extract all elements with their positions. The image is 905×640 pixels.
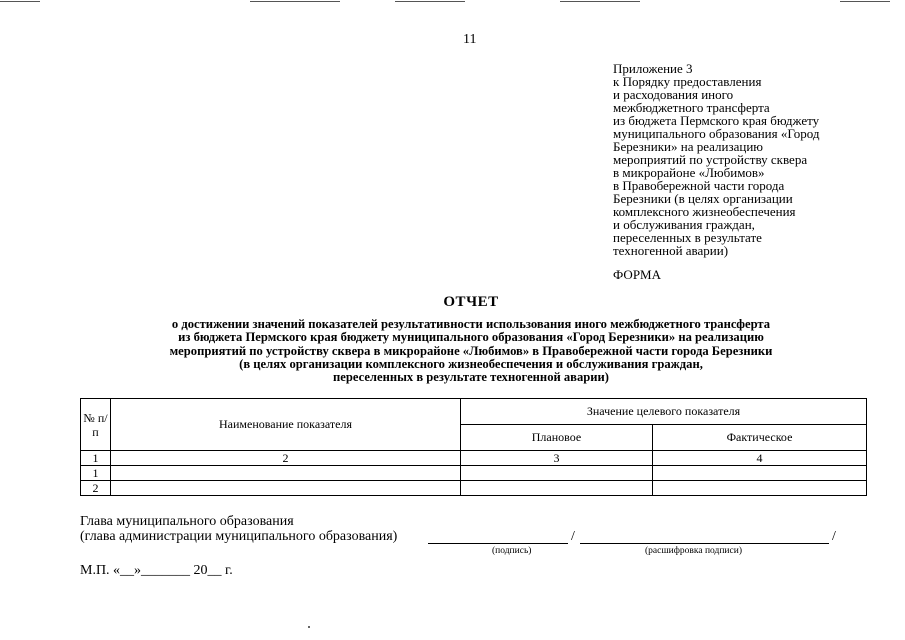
appendix-line: и обслуживания граждан,: [613, 217, 755, 232]
row-name-cell[interactable]: [111, 466, 461, 481]
row-actual-cell[interactable]: [653, 481, 867, 496]
row-actual-cell[interactable]: [653, 466, 867, 481]
row-number-cell: 1: [81, 466, 111, 481]
appendix-line: техногенной аварии): [613, 243, 729, 258]
subtitle-line: переселенных в результате техногенной аварии): [332, 370, 609, 385]
appendix-line: мероприятий по устройству сквера: [613, 152, 808, 167]
subtitle-line: (в целях организации комплексного жизнеобеспечения и обслуживания граждан,: [239, 356, 703, 371]
header-number-cell: № п/п: [81, 399, 111, 451]
appendix-line: и расходования иного: [613, 87, 734, 102]
appendix-header: [613, 62, 893, 257]
header-name-cell: Наименование показателя: [111, 399, 461, 451]
scan-edge-line: [840, 1, 890, 2]
signature-title-line2: (глава администрации муниципального образования): [80, 529, 398, 544]
signature-field[interactable]: [428, 543, 568, 544]
column-numbers-row: [81, 451, 867, 466]
appendix-line: в Правобережной части города: [613, 178, 785, 193]
scan-edge-line: [395, 1, 465, 2]
appendix-line: переселенных в результате: [613, 230, 762, 245]
header-actual-cell: Фактическое: [653, 425, 867, 451]
subtitle-line: о достижении значений показателей результативности использования иного межбюджетного трансферта: [171, 317, 771, 331]
appendix-line: межбюджетного трансферта: [613, 100, 770, 115]
row-planned-cell[interactable]: [461, 466, 653, 481]
appendix-line: в микрорайоне «Любимов»: [613, 165, 765, 180]
signature-separator: /: [571, 529, 575, 544]
signature-end-separator: /: [832, 529, 836, 544]
column-number-cell: 1: [81, 451, 111, 466]
subtitle-line: из бюджета Пермского края бюджету муниципального образования «Город Березники» на реализацию: [178, 330, 764, 345]
page-number: 11: [463, 32, 477, 47]
subtitle-line: мероприятий по устройству сквера в микрорайоне «Любимов» в Правобережной части города Березники: [169, 343, 773, 358]
form-label: ФОРМА: [613, 267, 661, 282]
signature-decoding-caption: (расшифровка подписи): [645, 546, 742, 556]
appendix-line: Березники» на реализацию: [613, 139, 764, 154]
signature-caption: (подпись): [492, 546, 532, 556]
scan-speck: [308, 626, 310, 628]
signature-decoding-field[interactable]: [580, 543, 829, 544]
appendix-line: из бюджета Пермского края бюджету: [613, 113, 820, 128]
indicators-table: [80, 398, 867, 496]
report-subtitle: [0, 318, 905, 384]
appendix-line: Приложение 3: [613, 61, 693, 76]
scan-edge-line: [560, 1, 640, 2]
column-number-cell: 2: [111, 451, 461, 466]
appendix-line: комплексного жизнеобеспечения: [613, 204, 796, 219]
signature-title-line1: Глава муниципального образования: [80, 514, 294, 529]
scan-edge-line: [250, 1, 340, 2]
row-name-cell[interactable]: [111, 481, 461, 496]
row-number-cell: 2: [81, 481, 111, 496]
scan-edge-line: [0, 1, 40, 2]
report-title: ОТЧЕТ: [443, 294, 499, 310]
header-planned-cell: Плановое: [461, 425, 653, 451]
stamp-date-line: М.П. «__»_______ 20__ г.: [80, 563, 233, 578]
column-number-cell: 4: [653, 451, 867, 466]
table-row: [81, 466, 867, 481]
appendix-line: Березники (в целях организации: [613, 191, 793, 206]
appendix-line: муниципального образования «Город: [613, 126, 820, 141]
column-number-cell: 3: [461, 451, 653, 466]
appendix-line: к Порядку предоставления: [613, 74, 762, 89]
header-target-cell: Значение целевого показателя: [461, 399, 867, 425]
row-planned-cell[interactable]: [461, 481, 653, 496]
table-row: [81, 481, 867, 496]
